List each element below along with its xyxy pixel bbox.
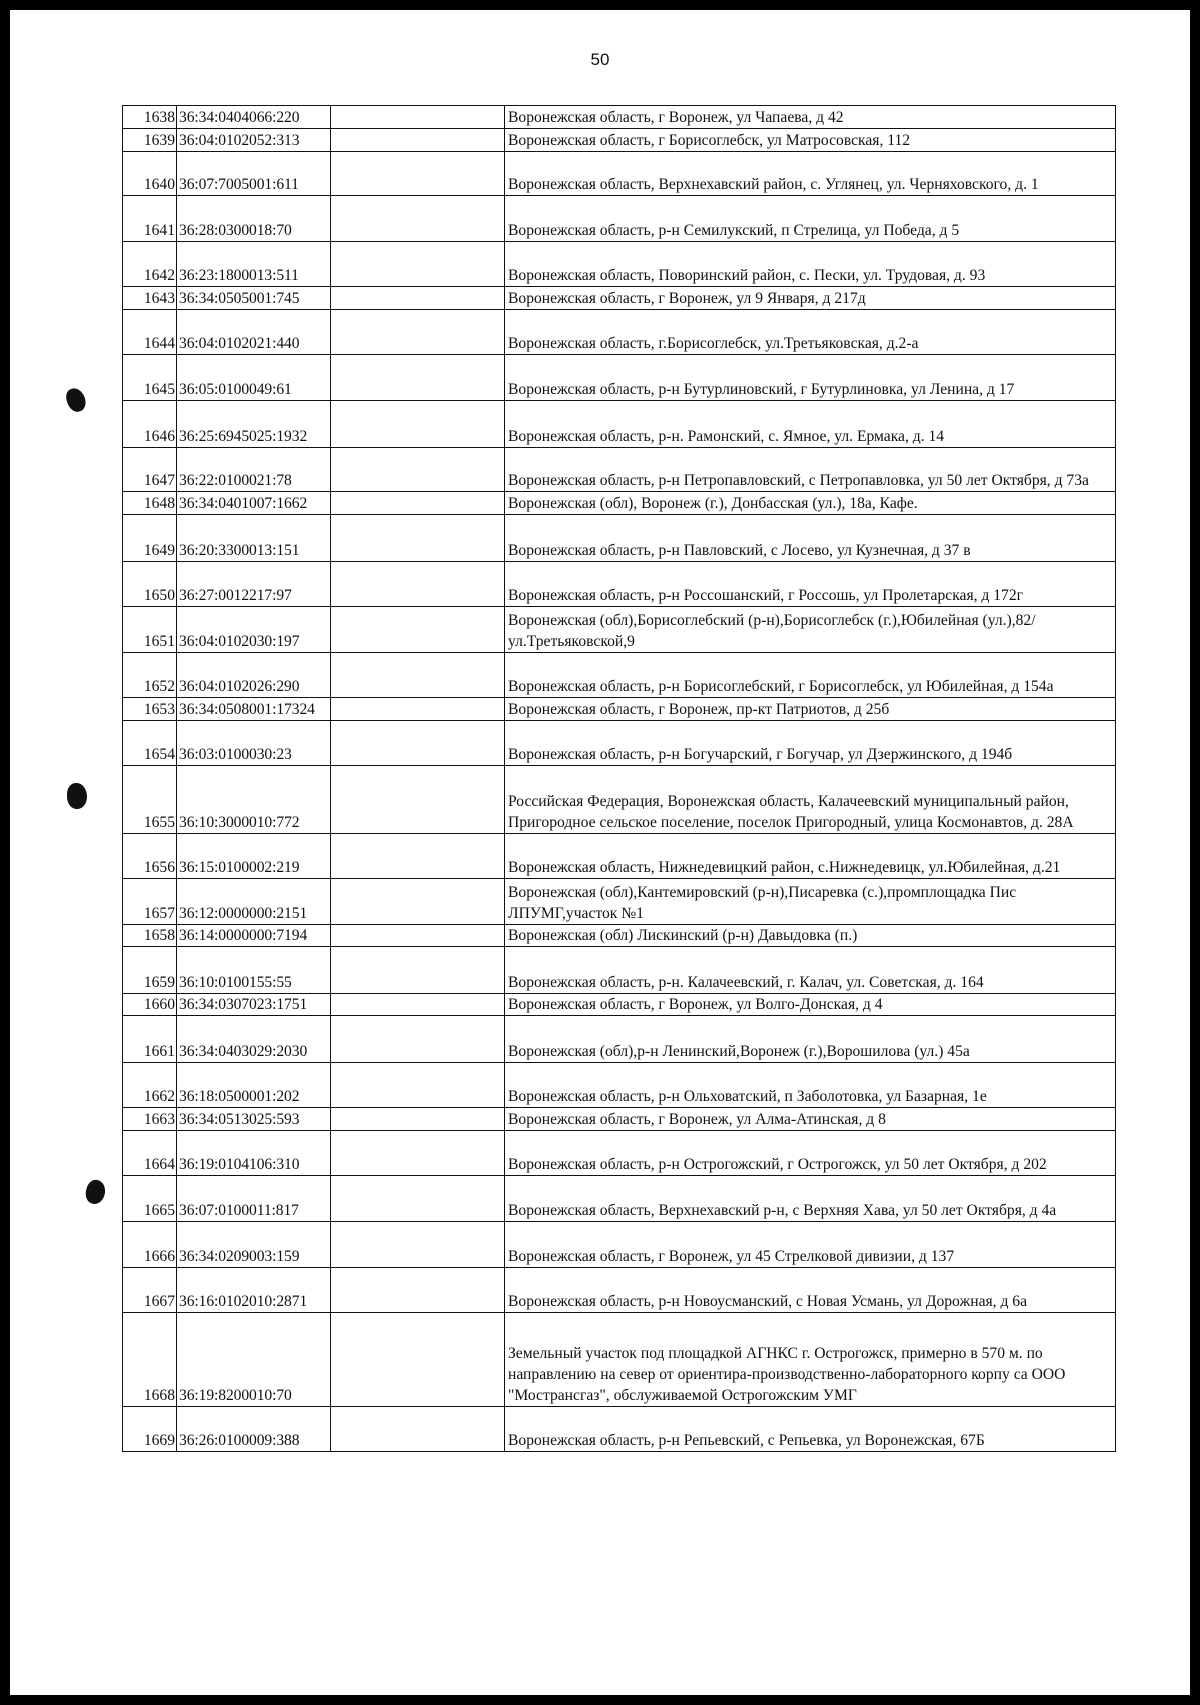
table-row xyxy=(123,152,1116,196)
table-row xyxy=(123,653,1116,698)
table-row xyxy=(123,925,1116,947)
address-cell: Воронежская область, р-н Репьевский, с Репьевка, ул Воронежская, 67Б xyxy=(505,1407,1116,1452)
address-cell: Воронежская область, г Воронеж, ул Волго-Донская, д 4 xyxy=(505,994,1116,1016)
empty-cell xyxy=(331,607,505,653)
address-cell: Воронежская (обл), Воронеж (г.), Донбасская (ул.), 18а, Кафе. xyxy=(505,492,1116,515)
table-row xyxy=(123,1016,1116,1063)
row-number-cell: 1667 xyxy=(123,1268,177,1313)
cadastral-number-cell: 36:03:0100030:23 xyxy=(177,721,331,766)
row-number-cell: 1640 xyxy=(123,152,177,196)
row-number-cell: 1659 xyxy=(123,947,177,994)
address-cell: Воронежская область, г Борисоглебск, ул Матросовская, 112 xyxy=(505,129,1116,152)
empty-cell xyxy=(331,287,505,310)
row-number-cell: 1649 xyxy=(123,515,177,562)
cadastral-number-cell: 36:26:0100009:388 xyxy=(177,1407,331,1452)
table-row xyxy=(123,1407,1116,1452)
row-number-cell: 1660 xyxy=(123,994,177,1016)
cadastral-number-cell: 36:04:0102026:290 xyxy=(177,653,331,698)
cadastral-number-cell: 36:20:3300013:151 xyxy=(177,515,331,562)
address-cell: Воронежская область, р-н Ольховатский, п Заболотовка, ул Базарная, 1е xyxy=(505,1063,1116,1108)
table-row xyxy=(123,401,1116,448)
table-row xyxy=(123,1131,1116,1176)
empty-cell xyxy=(331,834,505,879)
empty-cell xyxy=(331,242,505,287)
empty-cell xyxy=(331,310,505,355)
row-number-cell: 1655 xyxy=(123,766,177,834)
address-cell: Воронежская область, г Воронеж, ул 9 Января, д 217д xyxy=(505,287,1116,310)
empty-cell xyxy=(331,562,505,607)
table-row xyxy=(123,834,1116,879)
table-row xyxy=(123,1268,1116,1313)
cadastral-number-cell: 36:34:0505001:745 xyxy=(177,287,331,310)
row-number-cell: 1656 xyxy=(123,834,177,879)
cadastral-number-cell: 36:34:0513025:593 xyxy=(177,1108,331,1131)
address-cell: Воронежская область, р-н Бутурлиновский, г Бутурлиновка, ул Ленина, д 17 xyxy=(505,355,1116,401)
table-row xyxy=(123,1063,1116,1108)
empty-cell xyxy=(331,1268,505,1313)
row-number-cell: 1645 xyxy=(123,355,177,401)
table-row xyxy=(123,355,1116,401)
empty-cell xyxy=(331,492,505,515)
address-cell: Воронежская область, г.Борисоглебск, ул.Третьяковская, д.2-а xyxy=(505,310,1116,355)
row-number-cell: 1664 xyxy=(123,1131,177,1176)
row-number-cell: 1658 xyxy=(123,925,177,947)
cadastral-number-cell: 36:18:0500001:202 xyxy=(177,1063,331,1108)
cadastral-number-cell: 36:16:0102010:2871 xyxy=(177,1268,331,1313)
address-cell: Воронежская область, р-н Петропавловский, с Петропавловка, ул 50 лет Октября, д 73а xyxy=(505,448,1116,492)
table-row xyxy=(123,698,1116,721)
address-cell: Воронежская область, Верхнехавский район, с. Углянец, ул. Черняховского, д. 1 xyxy=(505,152,1116,196)
row-number-cell: 1646 xyxy=(123,401,177,448)
empty-cell xyxy=(331,401,505,448)
cadastral-number-cell: 36:05:0100049:61 xyxy=(177,355,331,401)
address-cell: Воронежская область, р-н. Калачеевский, г. Калач, ул. Советская, д. 164 xyxy=(505,947,1116,994)
empty-cell xyxy=(331,879,505,925)
table-row xyxy=(123,287,1116,310)
row-number-cell: 1643 xyxy=(123,287,177,310)
table-row xyxy=(123,1222,1116,1268)
empty-cell xyxy=(331,1108,505,1131)
empty-cell xyxy=(331,1063,505,1108)
empty-cell xyxy=(331,925,505,947)
empty-cell xyxy=(331,1016,505,1063)
row-number-cell: 1648 xyxy=(123,492,177,515)
cadastral-number-cell: 36:23:1800013:511 xyxy=(177,242,331,287)
cadastral-number-cell: 36:15:0100002:219 xyxy=(177,834,331,879)
empty-cell xyxy=(331,515,505,562)
land-registry-table xyxy=(122,105,1116,1452)
row-number-cell: 1652 xyxy=(123,653,177,698)
address-cell: Воронежская область, г Воронеж, пр-кт Патриотов, д 25б xyxy=(505,698,1116,721)
empty-cell xyxy=(331,152,505,196)
cadastral-number-cell: 36:34:0508001:17324 xyxy=(177,698,331,721)
cadastral-number-cell: 36:10:0100155:55 xyxy=(177,947,331,994)
address-cell: Воронежская область, р-н Богучарский, г Богучар, ул Дзержинского, д 194б xyxy=(505,721,1116,766)
cadastral-number-cell: 36:07:0100011:817 xyxy=(177,1176,331,1222)
row-number-cell: 1668 xyxy=(123,1313,177,1407)
cadastral-number-cell: 36:04:0102021:440 xyxy=(177,310,331,355)
cadastral-number-cell: 36:34:0307023:1751 xyxy=(177,994,331,1016)
row-number-cell: 1641 xyxy=(123,196,177,242)
table-row xyxy=(123,994,1116,1016)
table-row xyxy=(123,196,1116,242)
address-cell: Воронежская область, р-н Павловский, с Лосево, ул Кузнечная, д 37 в xyxy=(505,515,1116,562)
empty-cell xyxy=(331,1313,505,1407)
row-number-cell: 1669 xyxy=(123,1407,177,1452)
cadastral-number-cell: 36:12:0000000:2151 xyxy=(177,879,331,925)
cadastral-number-cell: 36:34:0209003:159 xyxy=(177,1222,331,1268)
empty-cell xyxy=(331,129,505,152)
row-number-cell: 1657 xyxy=(123,879,177,925)
row-number-cell: 1639 xyxy=(123,129,177,152)
punch-hole-mark-3 xyxy=(83,1178,108,1206)
row-number-cell: 1644 xyxy=(123,310,177,355)
cadastral-number-cell: 36:25:6945025:1932 xyxy=(177,401,331,448)
empty-cell xyxy=(331,355,505,401)
table-row xyxy=(123,515,1116,562)
cadastral-number-cell: 36:04:0102052:313 xyxy=(177,129,331,152)
empty-cell xyxy=(331,448,505,492)
empty-cell xyxy=(331,1176,505,1222)
empty-cell xyxy=(331,653,505,698)
table-row xyxy=(123,448,1116,492)
cadastral-number-cell: 36:34:0403029:2030 xyxy=(177,1016,331,1063)
punch-hole-mark-2 xyxy=(67,783,87,809)
table-row xyxy=(123,607,1116,653)
scanned-page xyxy=(10,10,1190,1695)
cadastral-number-cell: 36:10:3000010:772 xyxy=(177,766,331,834)
address-cell: Воронежская область, р-н Семилукский, п Стрелица, ул Победа, д 5 xyxy=(505,196,1116,242)
table-row xyxy=(123,310,1116,355)
cadastral-number-cell: 36:28:0300018:70 xyxy=(177,196,331,242)
empty-cell xyxy=(331,1407,505,1452)
table-row xyxy=(123,129,1116,152)
empty-cell xyxy=(331,1222,505,1268)
table-row xyxy=(123,879,1116,925)
cadastral-number-cell: 36:34:0404066:220 xyxy=(177,106,331,129)
empty-cell xyxy=(331,698,505,721)
empty-cell xyxy=(331,721,505,766)
table-row xyxy=(123,721,1116,766)
row-number-cell: 1638 xyxy=(123,106,177,129)
table-row xyxy=(123,1176,1116,1222)
empty-cell xyxy=(331,1131,505,1176)
address-cell: Воронежская область, г Воронеж, ул Чапаева, д 42 xyxy=(505,106,1116,129)
empty-cell xyxy=(331,196,505,242)
table-row xyxy=(123,562,1116,607)
row-number-cell: 1661 xyxy=(123,1016,177,1063)
table-row xyxy=(123,947,1116,994)
row-number-cell: 1665 xyxy=(123,1176,177,1222)
cadastral-number-cell: 36:14:0000000:7194 xyxy=(177,925,331,947)
address-cell: Воронежская область, р-н Борисоглебский, г Борисоглебск, ул Юбилейная, д 154а xyxy=(505,653,1116,698)
row-number-cell: 1651 xyxy=(123,607,177,653)
address-cell: Воронежская область, Поворинский район, с. Пески, ул. Трудовая, д. 93 xyxy=(505,242,1116,287)
empty-cell xyxy=(331,947,505,994)
row-number-cell: 1654 xyxy=(123,721,177,766)
address-cell: Воронежская область, р-н Новоусманский, с Новая Усмань, ул Дорожная, д 6а xyxy=(505,1268,1116,1313)
empty-cell xyxy=(331,106,505,129)
row-number-cell: 1663 xyxy=(123,1108,177,1131)
address-cell: Российская Федерация, Воронежская область, Калачеевский муниципальный район, Пригородное сельское поселение, поселок Пригородный, улица Космонавтов, д. 28А xyxy=(505,766,1116,834)
address-cell: Воронежская область, Верхнехавский р-н, с Верхняя Хава, ул 50 лет Октября, д 4а xyxy=(505,1176,1116,1222)
address-cell: Воронежская (обл),Кантемировский (р-н),Писаревка (с.),промплощадка Пис ЛПУМГ,участок №1 xyxy=(505,879,1116,925)
page-number: 50 xyxy=(590,50,610,69)
table-row xyxy=(123,766,1116,834)
cadastral-number-cell: 36:19:8200010:70 xyxy=(177,1313,331,1407)
row-number-cell: 1662 xyxy=(123,1063,177,1108)
row-number-cell: 1642 xyxy=(123,242,177,287)
address-cell: Воронежская область, Нижнедевицкий район, с.Нижнедевицк, ул.Юбилейная, д.21 xyxy=(505,834,1116,879)
address-cell: Воронежская область, г Воронеж, ул 45 Стрелковой дивизии, д 137 xyxy=(505,1222,1116,1268)
table-row xyxy=(123,1313,1116,1407)
address-cell: Воронежская область, р-н. Рамонский, с. Ямное, ул. Ермака, д. 14 xyxy=(505,401,1116,448)
cadastral-number-cell: 36:22:0100021:78 xyxy=(177,448,331,492)
row-number-cell: 1650 xyxy=(123,562,177,607)
registry-table-body xyxy=(123,106,1116,1452)
empty-cell xyxy=(331,766,505,834)
cadastral-number-cell: 36:07:7005001:611 xyxy=(177,152,331,196)
row-number-cell: 1647 xyxy=(123,448,177,492)
address-cell: Воронежская (обл),р-н Ленинский,Воронеж (г.),Ворошилова (ул.) 45а xyxy=(505,1016,1116,1063)
address-cell: Земельный участок под площадкой АГНКС г. Острогожск, примерно в 570 м. по направлению на север от ориентира-производственно-лабораторного корпу са ООО "Мострансгаз", обслуживаемой Острогожским УМГ xyxy=(505,1313,1116,1407)
table-row xyxy=(123,242,1116,287)
address-cell: Воронежская область, г Воронеж, ул Алма-Атинская, д 8 xyxy=(505,1108,1116,1131)
row-number-cell: 1666 xyxy=(123,1222,177,1268)
address-cell: Воронежская (обл) Лискинский (р-н) Давыдовка (п.) xyxy=(505,925,1116,947)
address-cell: Воронежская область, р-н Острогожский, г Острогожск, ул 50 лет Октября, д 202 xyxy=(505,1131,1116,1176)
cadastral-number-cell: 36:19:0104106:310 xyxy=(177,1131,331,1176)
table-row xyxy=(123,1108,1116,1131)
address-cell: Воронежская (обл),Борисоглебский (р-н),Борисоглебск (г.),Юбилейная (ул.),82/ул.Третьяковской,9 xyxy=(505,607,1116,653)
cadastral-number-cell: 36:27:0012217:97 xyxy=(177,562,331,607)
address-cell: Воронежская область, р-н Россошанский, г Россошь, ул Пролетарская, д 172г xyxy=(505,562,1116,607)
punch-hole-mark-1 xyxy=(63,386,88,415)
row-number-cell: 1653 xyxy=(123,698,177,721)
cadastral-number-cell: 36:04:0102030:197 xyxy=(177,607,331,653)
table-row xyxy=(123,106,1116,129)
table-row xyxy=(123,492,1116,515)
cadastral-number-cell: 36:34:0401007:1662 xyxy=(177,492,331,515)
empty-cell xyxy=(331,994,505,1016)
